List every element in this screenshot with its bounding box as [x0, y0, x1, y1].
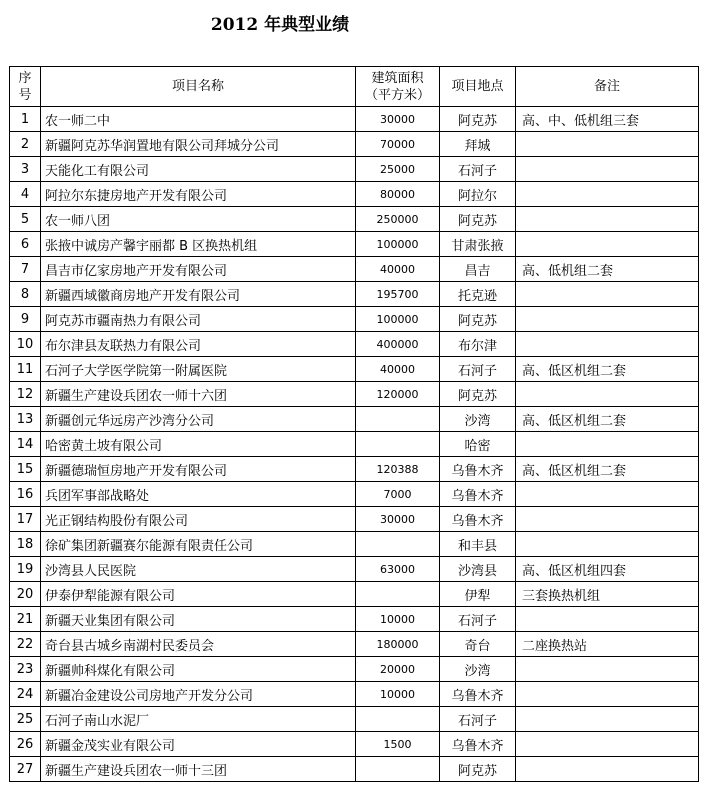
cell-location: 乌鲁木齐: [440, 507, 516, 532]
cell-note: [516, 432, 699, 457]
header-area: 建筑面积 （平方米）: [356, 67, 440, 107]
cell-location: 拜城: [440, 132, 516, 157]
cell-note: 二座换热站: [516, 632, 699, 657]
cell-location: 石河子: [440, 707, 516, 732]
cell-note: [516, 232, 699, 257]
table-row: [10, 757, 699, 782]
cell-seq: 11: [10, 357, 41, 382]
table-row: [10, 207, 699, 232]
cell-area: [356, 757, 440, 782]
cell-note: [516, 532, 699, 557]
table-row: [10, 732, 699, 757]
cell-note: [516, 132, 699, 157]
cell-area: 25000: [356, 157, 440, 182]
header-seq: 序 号: [10, 67, 41, 107]
cell-area: 40000: [356, 257, 440, 282]
cell-location: 沙湾: [440, 657, 516, 682]
cell-location: 沙湾县: [440, 557, 516, 582]
cell-seq: 5: [10, 207, 41, 232]
cell-seq: 4: [10, 182, 41, 207]
cell-project-name: 新疆阿克苏华润置地有限公司拜城分公司: [41, 132, 356, 157]
table-row: [10, 182, 699, 207]
cell-location: 阿克苏: [440, 307, 516, 332]
cell-seq: 21: [10, 607, 41, 632]
cell-location: 乌鲁木齐: [440, 682, 516, 707]
cell-project-name: 光正钢结构股份有限公司: [41, 507, 356, 532]
cell-location: 阿克苏: [440, 207, 516, 232]
cell-seq: 16: [10, 482, 41, 507]
cell-area: 30000: [356, 507, 440, 532]
cell-note: [516, 657, 699, 682]
cell-location: 昌吉: [440, 257, 516, 282]
table-row: [10, 582, 699, 607]
cell-project-name: 农一师二中: [41, 107, 356, 132]
cell-location: 沙湾: [440, 407, 516, 432]
cell-note: 高、中、低机组三套: [516, 107, 699, 132]
cell-location: 和丰县: [440, 532, 516, 557]
cell-area: [356, 532, 440, 557]
cell-seq: 9: [10, 307, 41, 332]
cell-location: 乌鲁木齐: [440, 732, 516, 757]
cell-area: 70000: [356, 132, 440, 157]
cell-area: 30000: [356, 107, 440, 132]
table-row: [10, 507, 699, 532]
cell-note: 高、低区机组二套: [516, 407, 699, 432]
cell-seq: 2: [10, 132, 41, 157]
cell-project-name: 新疆金茂实业有限公司: [41, 732, 356, 757]
cell-area: 180000: [356, 632, 440, 657]
cell-project-name: 哈密黄土坡有限公司: [41, 432, 356, 457]
cell-area: 80000: [356, 182, 440, 207]
table-row: [10, 407, 699, 432]
cell-project-name: 新疆德瑞恒房地产开发有限公司: [41, 457, 356, 482]
table-row: [10, 607, 699, 632]
cell-area: 100000: [356, 307, 440, 332]
cell-note: [516, 507, 699, 532]
header-row: [10, 67, 699, 107]
cell-area: 400000: [356, 332, 440, 357]
cell-seq: 8: [10, 282, 41, 307]
cell-project-name: 张掖中诚房产馨宇丽都 B 区换热机组: [41, 232, 356, 257]
cell-project-name: 昌吉市亿家房地产开发有限公司: [41, 257, 356, 282]
table-row: [10, 707, 699, 732]
table-row: [10, 457, 699, 482]
cell-project-name: 新疆冶金建设公司房地产开发分公司: [41, 682, 356, 707]
cell-seq: 13: [10, 407, 41, 432]
cell-seq: 10: [10, 332, 41, 357]
cell-seq: 6: [10, 232, 41, 257]
table-row: [10, 657, 699, 682]
cell-project-name: 奇台县古城乡南湖村民委员会: [41, 632, 356, 657]
cell-location: 阿克苏: [440, 382, 516, 407]
cell-note: 三套换热机组: [516, 582, 699, 607]
cell-location: 石河子: [440, 607, 516, 632]
cell-location: 奇台: [440, 632, 516, 657]
cell-seq: 22: [10, 632, 41, 657]
cell-location: 乌鲁木齐: [440, 482, 516, 507]
cell-seq: 23: [10, 657, 41, 682]
cell-project-name: 阿克苏市疆南热力有限公司: [41, 307, 356, 332]
table-row: [10, 632, 699, 657]
cell-seq: 15: [10, 457, 41, 482]
cell-note: 高、低区机组二套: [516, 357, 699, 382]
cell-note: [516, 332, 699, 357]
cell-seq: 14: [10, 432, 41, 457]
cell-seq: 17: [10, 507, 41, 532]
cell-area: 10000: [356, 607, 440, 632]
cell-project-name: 农一师八团: [41, 207, 356, 232]
cell-area: 10000: [356, 682, 440, 707]
table-row: [10, 332, 699, 357]
cell-note: [516, 757, 699, 782]
cell-project-name: 沙湾县人民医院: [41, 557, 356, 582]
cell-note: [516, 207, 699, 232]
cell-location: 阿克苏: [440, 107, 516, 132]
page-title: 2012 年典型业绩: [210, 15, 350, 35]
cell-note: [516, 382, 699, 407]
cell-seq: 20: [10, 582, 41, 607]
cell-area: 100000: [356, 232, 440, 257]
cell-note: [516, 607, 699, 632]
cell-location: 托克逊: [440, 282, 516, 307]
cell-location: 伊犁: [440, 582, 516, 607]
cell-seq: 24: [10, 682, 41, 707]
cell-location: 石河子: [440, 157, 516, 182]
table-row: [10, 232, 699, 257]
table-row: [10, 107, 699, 132]
cell-area: 195700: [356, 282, 440, 307]
cell-area: 20000: [356, 657, 440, 682]
header-note: 备注: [516, 67, 699, 107]
table-row: [10, 282, 699, 307]
cell-project-name: 新疆生产建设兵团农一师十六团: [41, 382, 356, 407]
cell-project-name: 阿拉尔东捷房地产开发有限公司: [41, 182, 356, 207]
cell-note: [516, 182, 699, 207]
cell-area: 120000: [356, 382, 440, 407]
cell-note: 高、低区机组二套: [516, 457, 699, 482]
cell-seq: 27: [10, 757, 41, 782]
cell-area: 120388: [356, 457, 440, 482]
cell-area: [356, 707, 440, 732]
cell-seq: 25: [10, 707, 41, 732]
cell-note: [516, 282, 699, 307]
cell-project-name: 兵团军事部战略处: [41, 482, 356, 507]
cell-location: 乌鲁木齐: [440, 457, 516, 482]
cell-note: [516, 307, 699, 332]
cell-location: 哈密: [440, 432, 516, 457]
performance-table: [9, 66, 699, 782]
cell-location: 阿克苏: [440, 757, 516, 782]
header-name: 项目名称: [41, 67, 356, 107]
cell-location: 甘肃张掖: [440, 232, 516, 257]
table-row: [10, 382, 699, 407]
cell-note: [516, 707, 699, 732]
cell-area: 63000: [356, 557, 440, 582]
cell-project-name: 天能化工有限公司: [41, 157, 356, 182]
table-row: [10, 682, 699, 707]
cell-seq: 1: [10, 107, 41, 132]
cell-project-name: 新疆帅科煤化有限公司: [41, 657, 356, 682]
cell-area: 7000: [356, 482, 440, 507]
cell-project-name: 布尔津县友联热力有限公司: [41, 332, 356, 357]
table-row: [10, 157, 699, 182]
cell-area: 40000: [356, 357, 440, 382]
cell-seq: 26: [10, 732, 41, 757]
cell-location: 布尔津: [440, 332, 516, 357]
cell-note: [516, 732, 699, 757]
table-row: [10, 132, 699, 157]
cell-area: 250000: [356, 207, 440, 232]
table-row: [10, 432, 699, 457]
cell-note: 高、低机组二套: [516, 257, 699, 282]
cell-note: [516, 482, 699, 507]
table-row: [10, 482, 699, 507]
cell-location: 阿拉尔: [440, 182, 516, 207]
cell-seq: 19: [10, 557, 41, 582]
table-row: [10, 307, 699, 332]
cell-area: [356, 407, 440, 432]
cell-area: 1500: [356, 732, 440, 757]
cell-project-name: 石河子南山水泥厂: [41, 707, 356, 732]
cell-seq: 7: [10, 257, 41, 282]
cell-project-name: 新疆天业集团有限公司: [41, 607, 356, 632]
table-row: [10, 257, 699, 282]
table-row: [10, 557, 699, 582]
cell-seq: 12: [10, 382, 41, 407]
cell-note: [516, 157, 699, 182]
cell-location: 石河子: [440, 357, 516, 382]
cell-note: 高、低区机组四套: [516, 557, 699, 582]
cell-project-name: 石河子大学医学院第一附属医院: [41, 357, 356, 382]
header-location: 项目地点: [440, 67, 516, 107]
cell-note: [516, 682, 699, 707]
table-row: [10, 357, 699, 382]
cell-area: [356, 582, 440, 607]
cell-project-name: 徐矿集团新疆赛尔能源有限责任公司: [41, 532, 356, 557]
cell-project-name: 新疆生产建设兵团农一师十三团: [41, 757, 356, 782]
cell-seq: 18: [10, 532, 41, 557]
cell-project-name: 新疆创元华远房产沙湾分公司: [41, 407, 356, 432]
cell-project-name: 新疆西域徽商房地产开发有限公司: [41, 282, 356, 307]
cell-project-name: 伊泰伊犁能源有限公司: [41, 582, 356, 607]
cell-seq: 3: [10, 157, 41, 182]
table-row: [10, 532, 699, 557]
cell-area: [356, 432, 440, 457]
